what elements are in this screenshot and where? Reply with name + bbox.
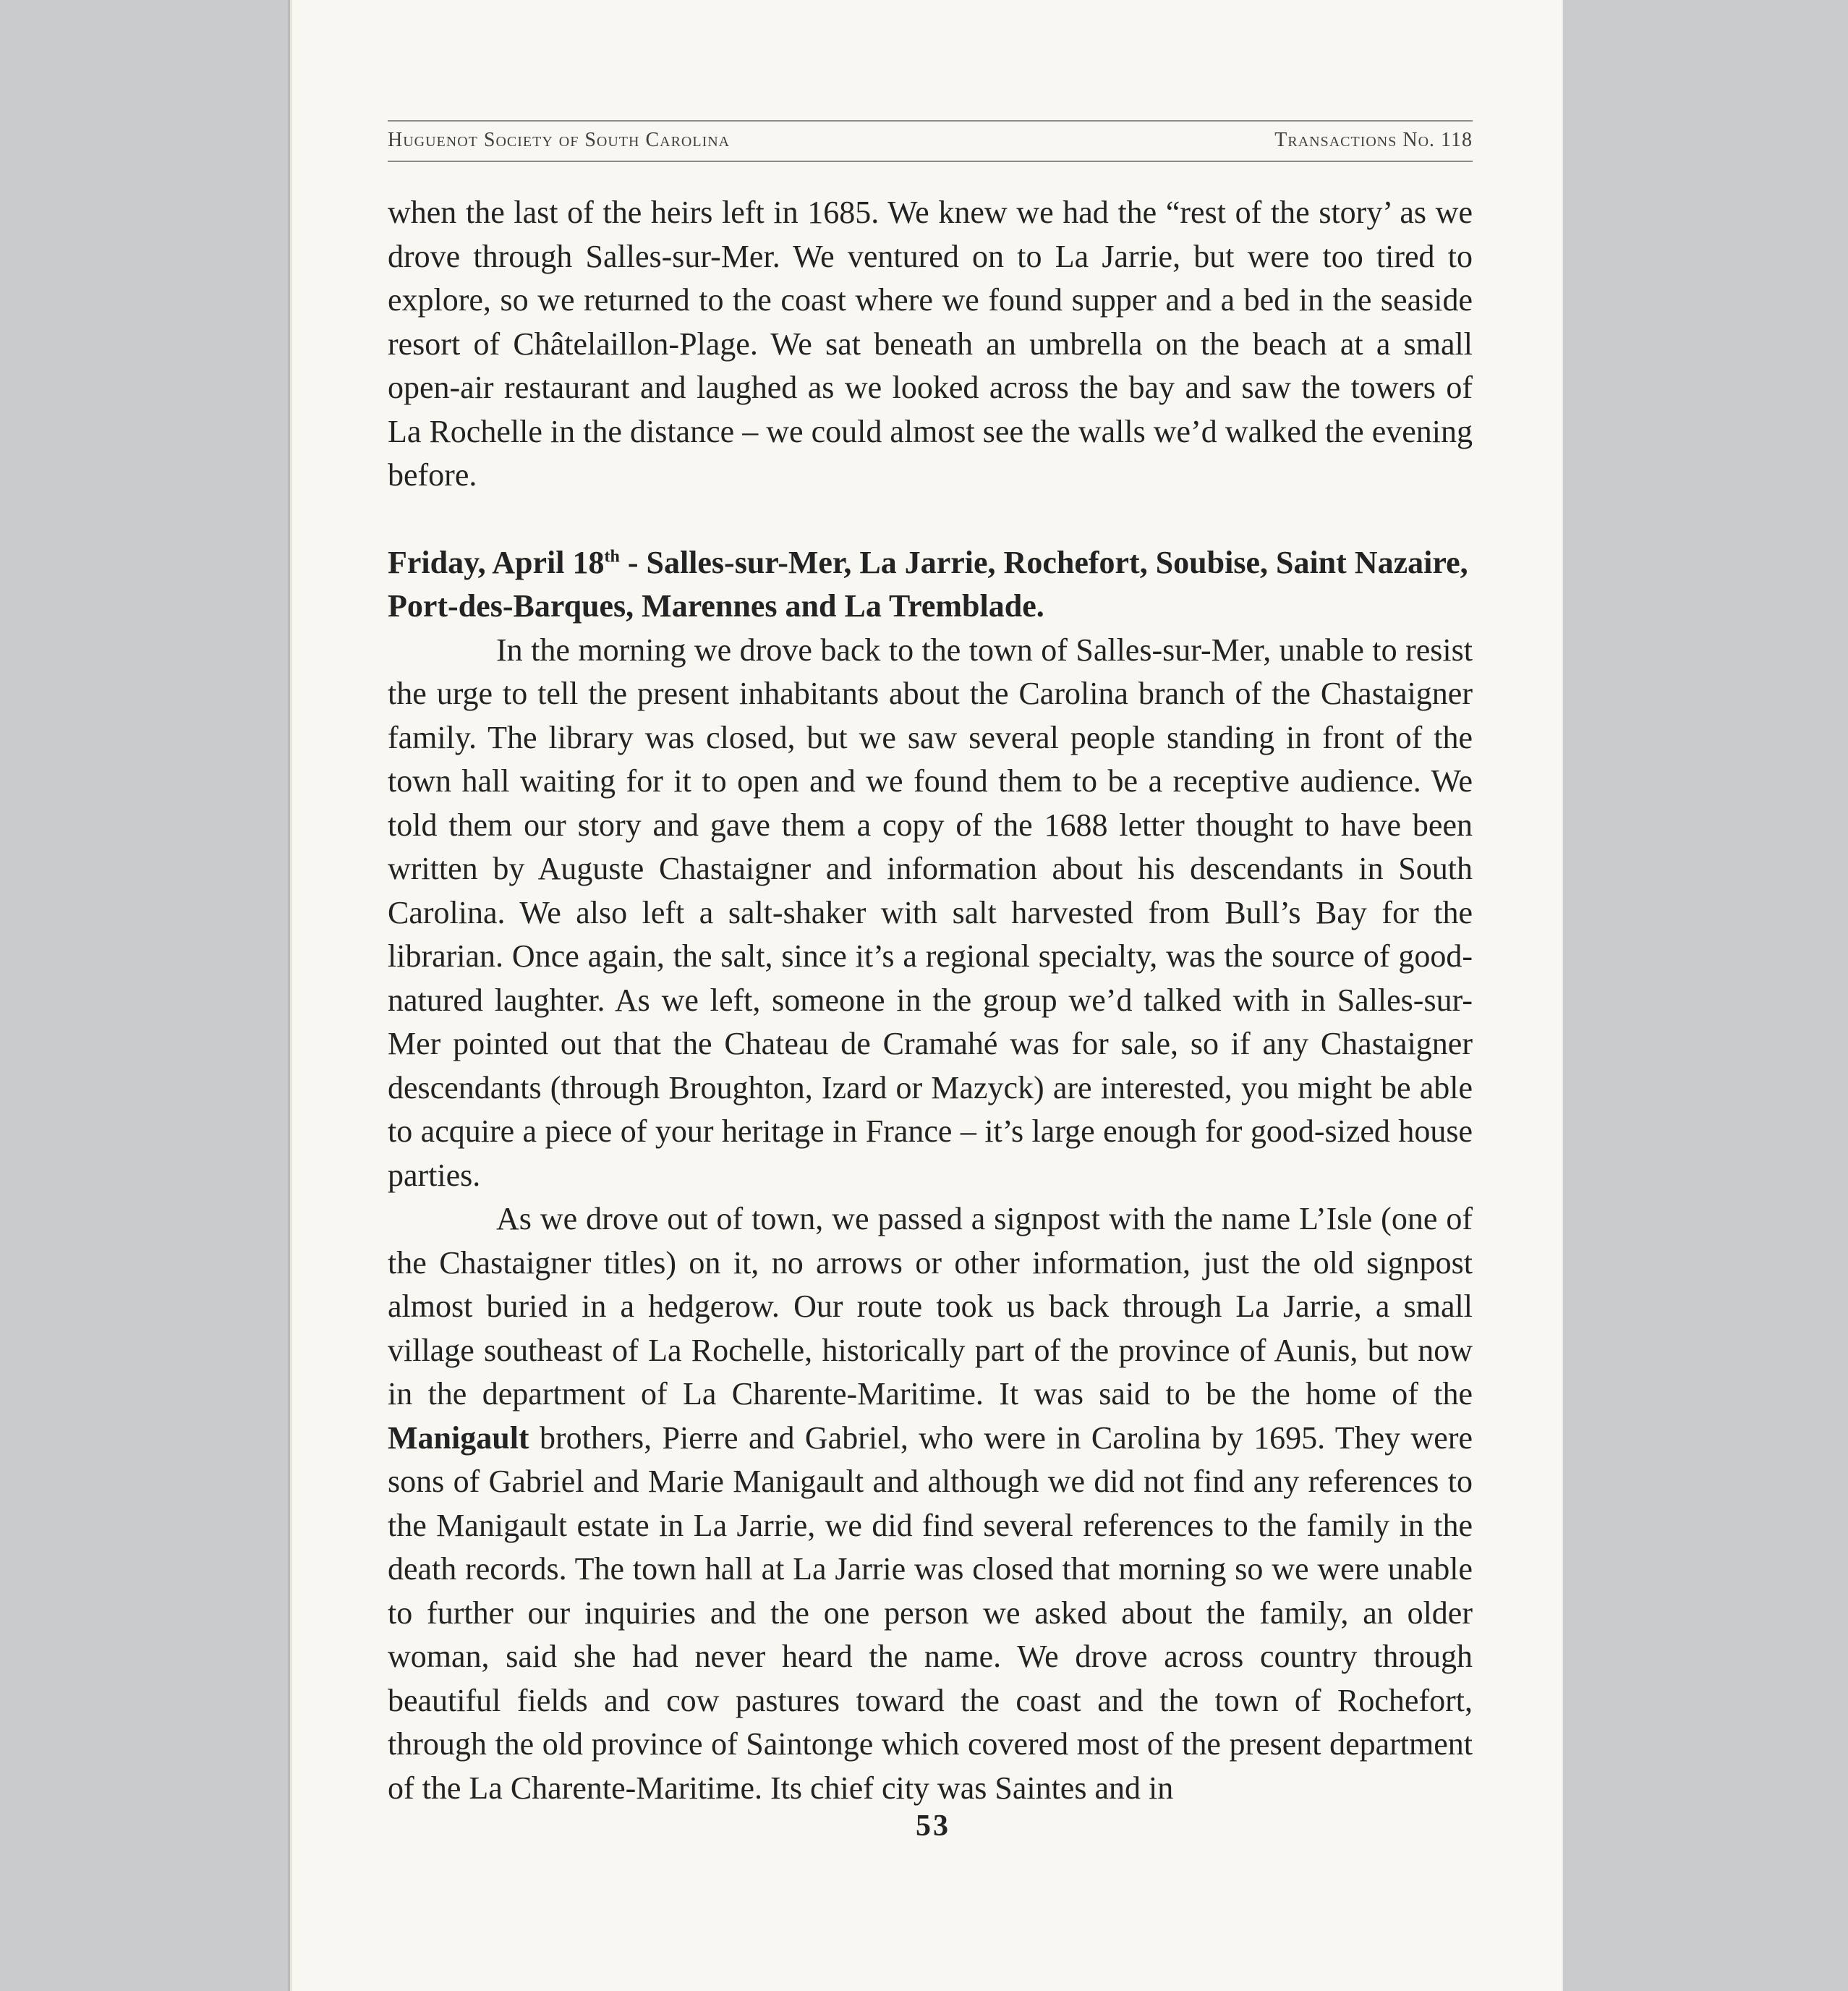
body-paragraph-la-jarrie bbox=[388, 1197, 1473, 1810]
heading-ordinal-suffix: th bbox=[604, 546, 620, 566]
header-transactions-number: Transactions No. 118 bbox=[1274, 129, 1473, 151]
heading-date: Friday, April 18 bbox=[388, 544, 605, 580]
bold-family-name: Manigault bbox=[388, 1419, 529, 1456]
running-header bbox=[388, 120, 1473, 162]
page-number: 53 bbox=[916, 1809, 950, 1843]
heading-places: - Salles-sur-Mer, La Jarrie, Rochefort, Soubise, Saint Nazaire, Port-des-Barques, Marennes and La Tremblade. bbox=[388, 544, 1468, 624]
header-society-name: Huguenot Society of South Carolina bbox=[388, 129, 731, 151]
section-heading bbox=[388, 541, 1473, 629]
continuation-paragraph: when the last of the heirs left in 1685. We knew we had the “rest of the story’ as we drove through Salles-sur-Mer. We ventured on to La Jarrie, but were too tired to explore, so we returned to the coast where we found supper and a bed in the seaside resort of Châtelaillon-Plage. We sat beneath an umbrella on the beach at a small open-air restaurant and laughed as we looked across the bay and saw the towers of La Rochelle in the distance – we could almost see the walls we’d walked the evening before. bbox=[388, 195, 1473, 493]
paragraph-text-part-2: brothers, Pierre and Gabriel, who were in Carolina by 1695. They were sons of Gabriel and Marie Manigault and although we did not find any references to the Manigault estate in La Jarrie, we did find several references to the family in the death records. The town hall at La Jarrie was closed that morning so we were unable to further our inquiries and the one person we asked about the family, an older woman, said she had never heard the name. We drove across country through beautiful fields and cow pastures toward the coast and the town of Rochefort, through the old province of Saintonge which covered most of the present department of the La Charente-Maritime. Its chief city was Saintes and in bbox=[388, 1419, 1473, 1806]
body-paragraph-salles: In the morning we drove back to the town of Salles-sur-Mer, unable to resist the urge to tell the present inhabitants about the Carolina branch of the Chastaigner family. The library was closed, but we saw several people standing in front of the town hall waiting for it to open and we found them to be a receptive audience. We told them our story and gave them a copy of the 1688 letter thought to have been written by Auguste Chastaigner and information about his descendants in South Carolina. We also left a salt-shaker with salt harvested from Bull’s Bay for the librarian. Once again, the salt, since it’s a regional specialty, was the source of good-natured laughter. As we left, someone in the group we’d talked with in Salles-sur-Mer pointed out that the Chateau de Cramahé was for sale, so if any Chastaigner descendants (through Broughton, Izard or Mazyck) are interested, you might be able to acquire a piece of your heritage in France – it’s large enough for good-sized house parties. bbox=[388, 632, 1473, 1193]
page-body bbox=[388, 191, 1473, 1810]
page-binding-edge bbox=[288, 0, 290, 1991]
paragraph-text-part-1: As we drove out of town, we passed a signpost with the name L’Isle (one of the Chastaigner titles) on it, no arrows or other information, just the old signpost almost buried in a hedgerow. Our route took us back through La Jarrie, a small village southeast of La Rochelle, historically part of the province of Aunis, but now in the department of La Charente-Maritime. It was said to be the home of the bbox=[388, 1201, 1473, 1411]
